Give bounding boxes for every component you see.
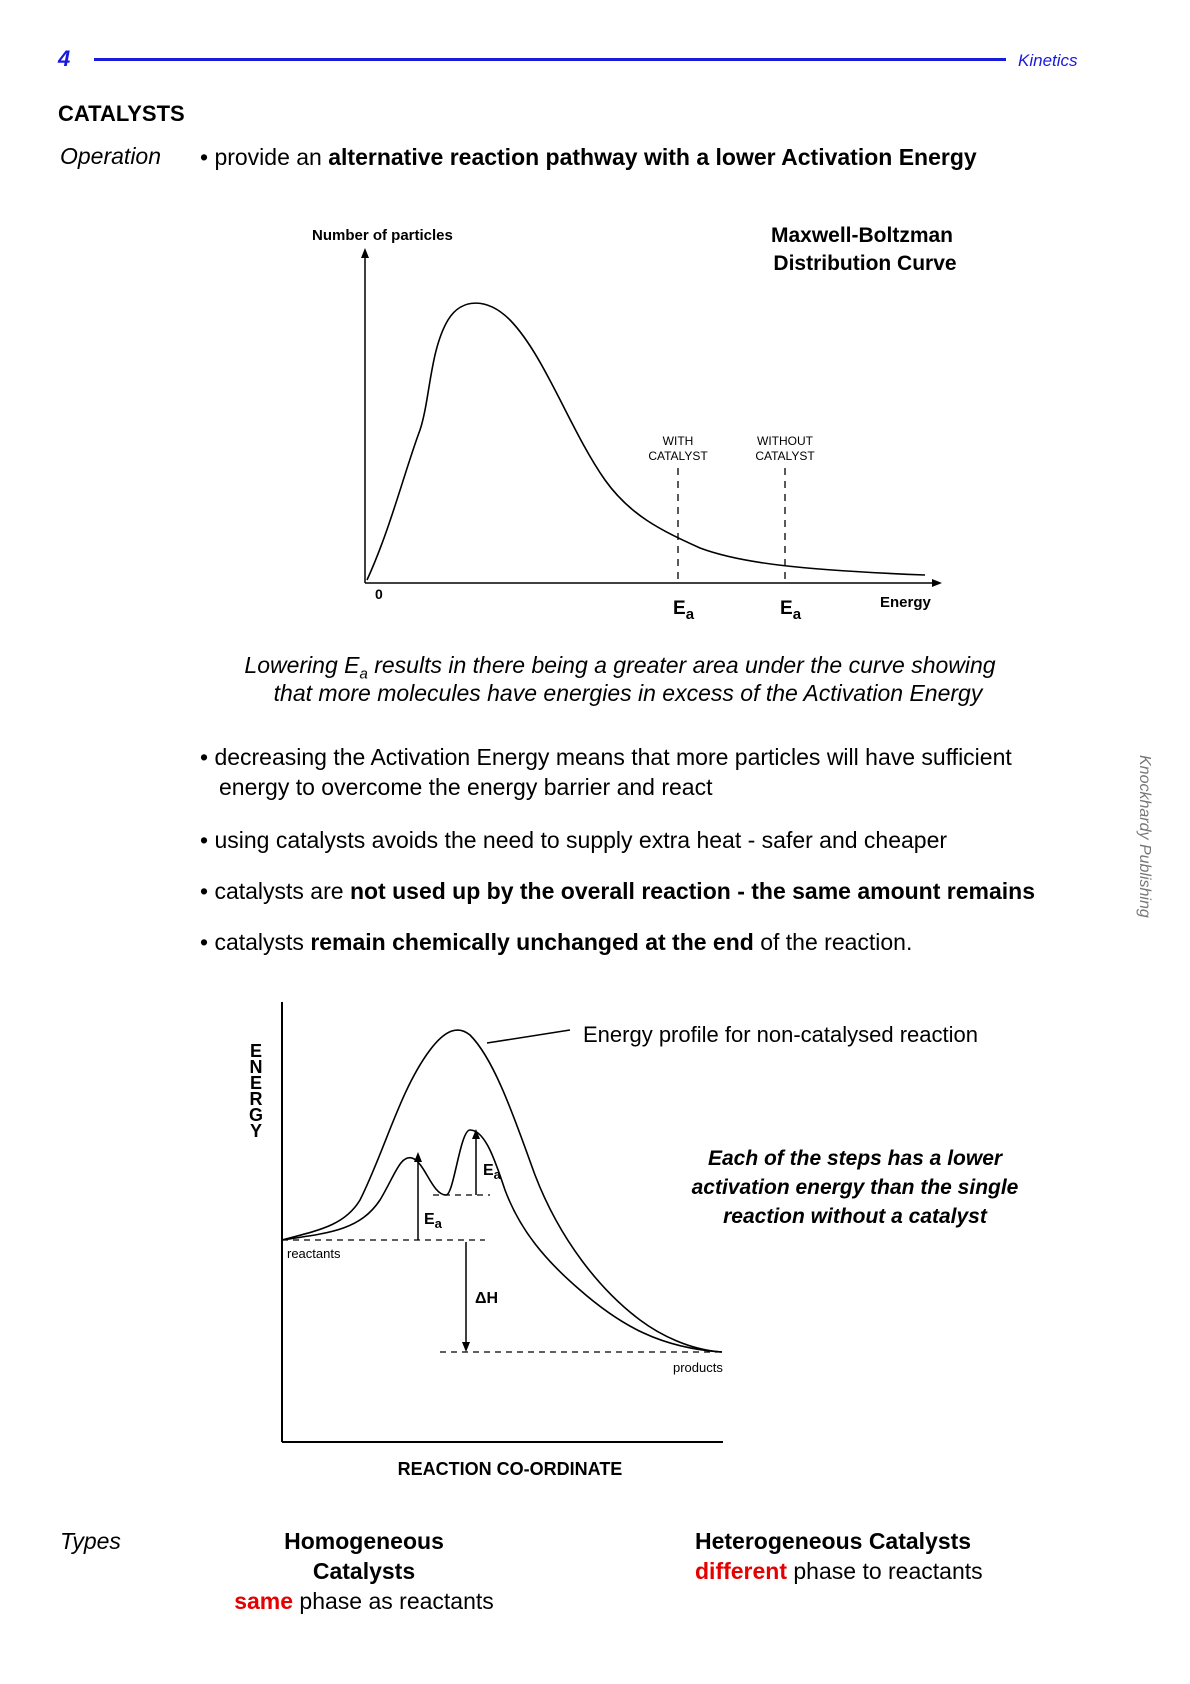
with-catalyst-line1: WITH — [662, 434, 694, 448]
mb-x-arrow — [932, 579, 942, 587]
mb-title-line2: Distribution Curve — [773, 252, 957, 275]
bullet-3: • catalysts are not used up by the overall reaction - the same amount remains — [200, 878, 1036, 904]
operation-bullet-bold: alternative reaction pathway with a lower Activation Energy — [328, 144, 977, 170]
operation-label: Operation — [60, 143, 162, 169]
mb-ea-with: $E_a$ — [673, 598, 695, 623]
svg-text:Each of the steps has a lower: Each of the steps has a lower — [707, 1147, 1003, 1170]
operation-bullet-prefix: • provide an — [200, 144, 329, 170]
ea-step1-arrowhead — [414, 1152, 422, 1162]
publisher-side-text: Knockhardy Publishing — [1136, 755, 1153, 918]
homogeneous-desc: same phase as reactants — [234, 1588, 494, 1614]
without-catalyst-line2: CATALYST — [755, 449, 815, 463]
delta-h-arrowhead — [462, 1342, 470, 1352]
svg-text:activation energy than the sin: activation energy than the single — [691, 1176, 1019, 1199]
svg-text:reaction without a catalyst: reaction without a catalyst — [723, 1205, 987, 1228]
catalysed-curve — [282, 1130, 722, 1352]
bullet-1-line2: energy to overcome the energy barrier and react — [219, 774, 713, 800]
ep-y-axis-label — [249, 1041, 263, 1141]
homogeneous-block — [234, 1526, 494, 1616]
bullet-4: • catalysts remain chemically unchanged at the end of the reaction. — [200, 929, 913, 955]
svg-text:ENERGY: E N E R G Y — [248, 1041, 264, 1141]
mb-origin-label: 0 — [375, 586, 383, 602]
delta-h-label: ΔH — [475, 1290, 499, 1307]
profile-label: Energy profile for non-catalysed reaction — [583, 1022, 978, 1047]
header-title: Kinetics — [1018, 51, 1078, 70]
ea-step2-label: $E_a$ — [483, 1162, 501, 1182]
bullet-2: • using catalysts avoids the need to supply extra heat - safer and cheaper — [200, 827, 948, 853]
maxwell-boltzmann-chart — [0, 0, 1190, 660]
non-catalysed-curve — [282, 1030, 722, 1352]
bullet-1 — [200, 742, 1090, 802]
with-catalyst-line2: CATALYST — [648, 449, 708, 463]
energy-profile-diagram — [0, 990, 1190, 1490]
profile-label-pointer — [487, 1030, 570, 1043]
mb-ea-without: $E_a$ — [780, 598, 802, 623]
mb-title-line1: Maxwell-Boltzman — [770, 224, 954, 247]
heterogeneous-title: Heterogeneous Catalysts — [695, 1528, 972, 1554]
types-label: Types — [60, 1528, 121, 1554]
ep-x-axis-label: REACTION CO-ORDINATE — [397, 1459, 623, 1479]
homogeneous-title: Homogeneous Catalysts — [284, 1528, 444, 1584]
mb-x-axis-label: Energy — [880, 594, 931, 611]
mb-caption-line2: that more molecules have energies in excess of the Activation Energy — [273, 680, 983, 706]
reactants-label: reactants — [287, 1246, 341, 1261]
heterogeneous-block — [695, 1526, 983, 1586]
mb-curve — [367, 303, 925, 580]
mb-y-axis-label: Number of particles — [312, 227, 453, 244]
products-label: products — [673, 1360, 723, 1375]
ep-note — [692, 1147, 1019, 1228]
ea-step1-label: $E_a$ — [424, 1211, 442, 1231]
section-title: CATALYSTS — [58, 101, 185, 126]
without-catalyst-line1: WITHOUT — [757, 434, 813, 448]
mb-caption-line1: Lowering $E_a$ results in there being a greater area under the curve showing — [244, 652, 996, 683]
heterogeneous-desc: different phase to reactants — [695, 1558, 983, 1584]
mb-y-arrow — [361, 248, 369, 258]
page-number: 4 — [58, 46, 71, 71]
bullet-1-line1: • decreasing the Activation Energy means that more particles will have sufficient — [200, 744, 1012, 770]
